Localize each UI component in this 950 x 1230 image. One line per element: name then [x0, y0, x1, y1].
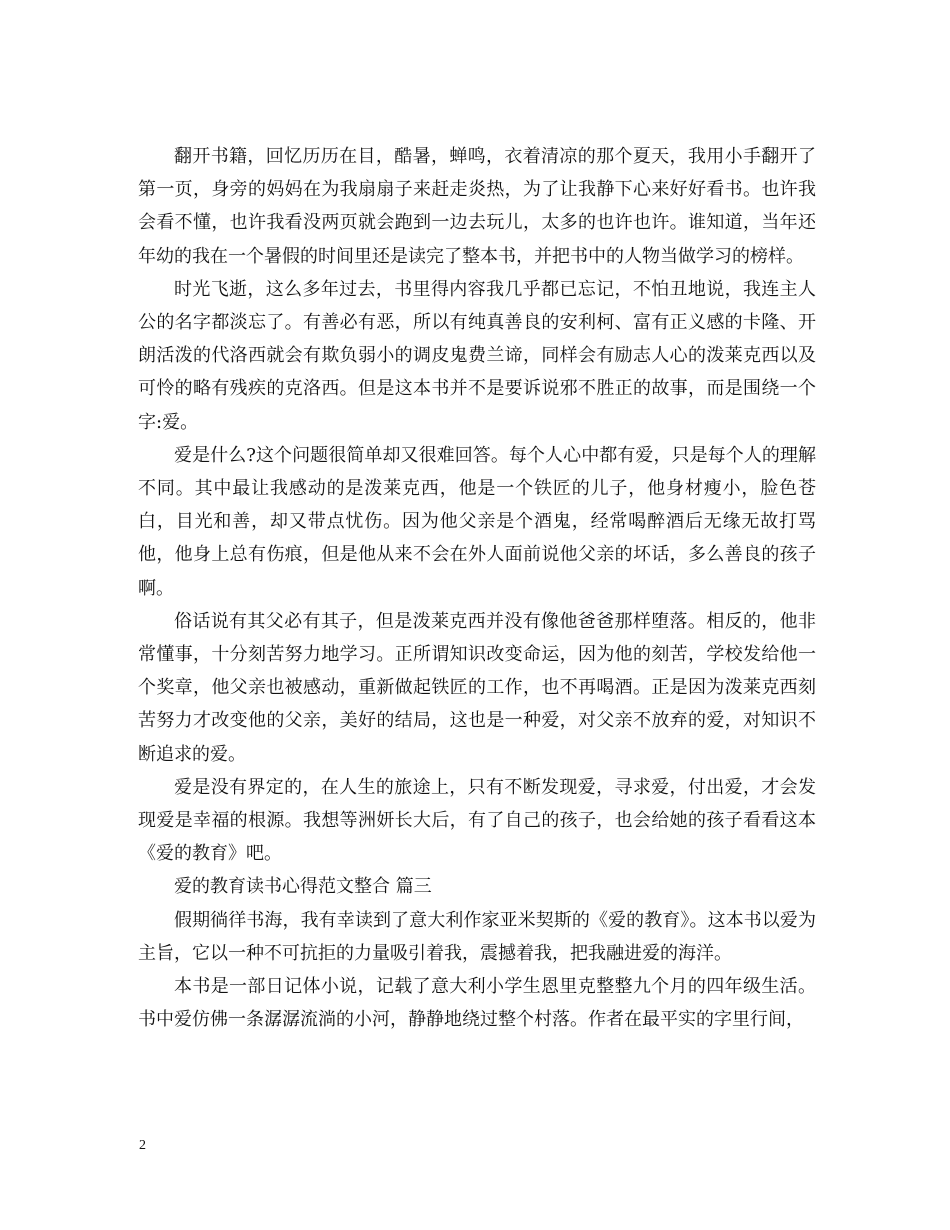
paragraph-2: 时光飞逝，这么多年过去，书里得内容我几乎都已忘记，不怕丑地说，我连主人公的名字都淡忘了。有善必有恶，所以有纯真善良的安利柯、富有正义感的卡隆、开朗活泼的代洛西就会有欺负弱小的调皮鬼费兰谛，同样会有励志人心的泼莱克西以及可怜的略有残疾的克洛西。但是这本书并不是要诉说邪不胜正的故事，而是围绕一个字:爱。	[138, 278, 816, 433]
paragraph-1: 翻开书籍，回忆历历在目，酷暑，蝉鸣，衣着清凉的那个夏天，我用小手翻开了第一页，身旁的妈妈在为我扇扇子来赶走炎热，为了让我静下心来好好看书。也许我会看不懂，也许我看没两页就会跑到一边去玩儿，太多的也许也许。谁知道，当年还年幼的我在一个暑假的时间里还是读完了整本书，并把书中的人物当做学习的榜样。	[138, 146, 816, 267]
paragraph-3: 爱是什么?这个问题很简单却又很难回答。每个人心中都有爱，只是每个人的理解不同。其中最让我感动的是泼莱克西，他是一个铁匠的儿子，他身材瘦小，脸色苍白，目光和善，却又带点忧伤。因为他父亲是个酒鬼，经常喝醉酒后无缘无故打骂他，他身上总有伤痕，但是他从来不会在外人面前说他父亲的坏话，多么善良的孩子啊。	[138, 444, 816, 599]
document-body	[138, 140, 816, 1036]
paragraph-5: 爱是没有界定的，在人生的旅途上，只有不断发现爱，寻求爱，付出爱，才会发现爱是幸福的根源。我想等洲妍长大后，有了自己的孩子，也会给她的孩子看看这本《爱的教育》吧。	[138, 776, 816, 865]
page-number: 2	[139, 1138, 146, 1153]
paragraph-6: 假期徜徉书海，我有幸读到了意大利作家亚米契斯的《爱的教育》。这本书以爱为主旨，它以一种不可抗拒的力量吸引着我，震撼着我，把我融进爱的海洋。	[138, 909, 816, 964]
paragraph-7: 本书是一部日记体小说，记载了意大利小学生恩里克整整九个月的四年级生活。书中爱仿佛一条潺潺流淌的小河，静静地绕过整个村落。作者在最平实的字里行间，	[138, 976, 816, 1031]
section-heading: 爱的教育读书心得范文整合 篇三	[174, 876, 432, 898]
paragraph-4: 俗话说有其父必有其子，但是泼莱克西并没有像他爸爸那样堕落。相反的，他非常懂事，十分刻苦努力地学习。正所谓知识改变命运，因为他的刻苦，学校发给他一个奖章，他父亲也被感动，重新做起铁匠的工作，也不再喝酒。正是因为泼莱克西刻苦努力才改变他的父亲，美好的结局，这也是一种爱，对父亲不放弃的爱，对知识不断追求的爱。	[138, 610, 816, 765]
